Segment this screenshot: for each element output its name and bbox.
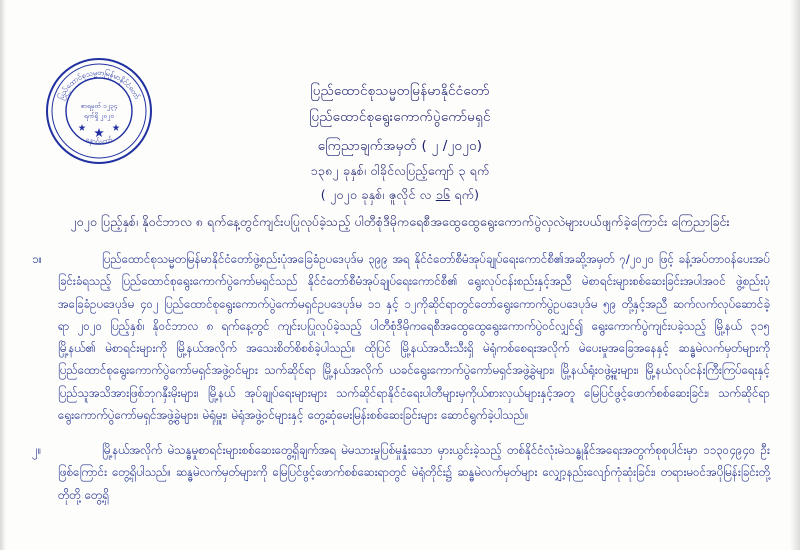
header-commission-line: ပြည်ထောင်စုရွေးကောက်ပွဲကော်မရှင် (309, 109, 491, 126)
svg-text:စာရမှတ် ၁၂၃၄: စာရမှတ် ၁၂၃၄ (80, 102, 118, 110)
date-prefix: ( ၂၀၂၀ ခုနှစ်၊ ဇူလိုင် လ (320, 187, 436, 203)
government-seal (44, 56, 154, 166)
date-day: ၁၆ (435, 187, 451, 203)
header-country-line: ပြည်ထောင်စုသမ္မတမြန်မာနိုင်ငံတော် (310, 83, 490, 99)
paragraph-2 (30, 439, 770, 506)
page-title: ၂၀၂၀ ပြည့်နှစ်၊ နိုဝင်ဘာလ ၈ ရက်နေ့တွင်ကျင်းပပြုလုပ်ခဲ့သည့် ပါတီစုံဒီမိုကရေစီအထွေထွေရွေးကောက်ပွဲလှလဲများပယ်ဖျက်ခဲ့ကြောင်း ကြေညာခြင်း (70, 214, 730, 229)
document-body (30, 248, 770, 519)
svg-text:ရက်ရှိ ၂၀၂၀: ရက်ရှိ ၂၀၂၀ (83, 112, 115, 120)
header-date-myanmar-era: ၁၃၈၂ ခုနှစ်၊ ဝါခိုင်လပြည့်ကျော် ၃ ရက် (310, 162, 490, 178)
svg-text:နှောင်တော်: နှောင်တော် (84, 135, 114, 147)
header-date-gregorian (175, 183, 625, 207)
paragraph-1-number: ၁။ (32, 252, 43, 266)
header-announcement-number: ကြေညာချက်အမှတ် ( ၂ /၂၀၂၀) (317, 137, 483, 154)
paragraph-2-text: မြို့နယ်အလိုက် မဲသန္ဓမှုစာရင်းများစစ်ဆေးတွေ့ရှိချက်အရ မဲမသားမှုပြစ်မှုနှုံးသော မှားယွင်းခဲ့သည့် တစ်နိုင်ငံလုံးမဲသန္ဓုနိုင်အရေးအတွက်စုစုပါင်းမှာ ၁၁၃၀၄၉၄၀ ဦးဖြစ်ကြောင်း တွေ့ရှိပါသည်။ ဆန္ဓမဲလက်မှတ်များကို မြေပြင်ဖွင့်ဖောက်စစ်ဆေးရာတွင် မဲရုံတိုင်း၌ ဆန္ဓမဲလက်မှတ်များ လျှော့နည်းလျော်ကုံဆုံးခြင်း၊ တရားမဝင်အပိုမြန်းခြင်းတို့တိုတို့ တွေ့ရှိ (58, 443, 770, 502)
date-suffix: ရက်) (450, 187, 480, 203)
paragraph-1-text: ပြည်ထောင်စုသမ္မတမြန်မာနိုင်ငံတော်ဖွဲ့စည်းပုံအခြေခံဥပဒေပုဒ်မ ၃၉၉ အရ နိုင်ငံတော်စီမံအုပ်ချုပ်ရေးကောင်စီ၏အဆို့အမှတ် ၇/၂၀၂၀ ဖြင့် ခန့်အပ်တာဝန်ပေးအပ်ခြင်းခံရသည့် ပြည်ထောင်စုရွေးကောက်ပွဲကော်မရှင်သည် နိုင်ငံတော်စီမံအုပ်ချုပ်ရေးကောင်စီ၏ ရွေးလုပ်ငန်းစည်းနှင့်အညီ မဲစာရင်းများစစ်ဆေးခြင်းအပါအဝင် ဖွဲ့စည်းပုံအခြေခံဥပဒေပုဒ်မ ၄၀၂ ပြည်ထောင်စုရွေးကောက်ပွဲကော်မရှင်ဥပဒေပုဒ်မ ၁၁ နှင့် ၁၂ကိုဆိုင်ရာတွင်တော်ရွေးကောက်ပွဲဥပဒေပုဒ်မ ၅၉ တို့နှင့်အညီ ဆက်လက်လုပ်ဆောင်ခဲ့ရာ ၂၀၂၀ ပြည့်နှစ်၊ နိုဝင်ဘာလ ၈ ရက်နေ့တွင် ကျင်းပပြုလုပ်ခဲ့သည့် ပါတီစုံဒီမိုကရေစီအထွေထွေရွေးကောက်ပွဲဝင်လျှင်၍ ရွေးကောက်ပွဲကျင်းပခဲ့သည့် မြို့နယ် ၃၁၅ မြို့နယ်၏ မဲစာရင်းများကို မြို့နယ်အလိုက် အသေးစိတ်စိစစ်ခဲ့ပါသည်။ ထိုပြင် မြို့နယ်အသီးသီးရှိ မဲရုံကစ်စေရးအလိုက် မဲပေးမှုအခြေအနေနှင့် ဆန္ဓမဲလက်မှတ်များကို ပြည်ထောင်စုရွေးကောက်ပွဲကော်မရှင်အဖွဲ့ဝင်များ သက်ဆိုင်ရာ မြို့နယ်အလိုက် ယခင်ရွေးကောက်ပွဲကော်မရှင်အဖွဲ့ခွဲများ၊ မြို့နယ်ရုံးဝဖွဲ့မှူးများ၊ မြို့နယ်လုပ်ငန်းကြီးကြပ်ရေးနှင့်ပြည်သူအသိအားဖြစ်ဘုဂနှီးမိုးများ၊ မြို့နယ် အုပ်ချုပ်ရေးများများ သက်ဆိုင်ရာနိုင်ငံရေးပါတီများမှကိုယ်စားလှယ်များနှင့်အတူ မြေပြင်ဖွင့်ဖောက်စစ်ဆေးခြင်း၊ သက်ဆိုင်ရာရွေးကောက်ပွဲကော်မရှင်အဖွဲ့ခွဲများ၊ မဲရုံမှူး၊ မဲရုံအဖွဲ့ဝင်များနှင့် တွေ့ဆုံမေးမြန်းစစ်ဆေးခြင်းများ ဆောင်ရွက်ခဲ့ပါသည်။ (58, 252, 770, 422)
paragraph-2-number: ၂။ (32, 443, 42, 457)
document-header (175, 78, 625, 208)
paragraph-1 (30, 248, 770, 426)
svg-text:ပြည်ထောင်စုသမ္မတမြန်မာနိုင်ငံတ: ပြည်ထောင်စုသမ္မတမြန်မာနိုင်ငံတော် (56, 67, 142, 101)
